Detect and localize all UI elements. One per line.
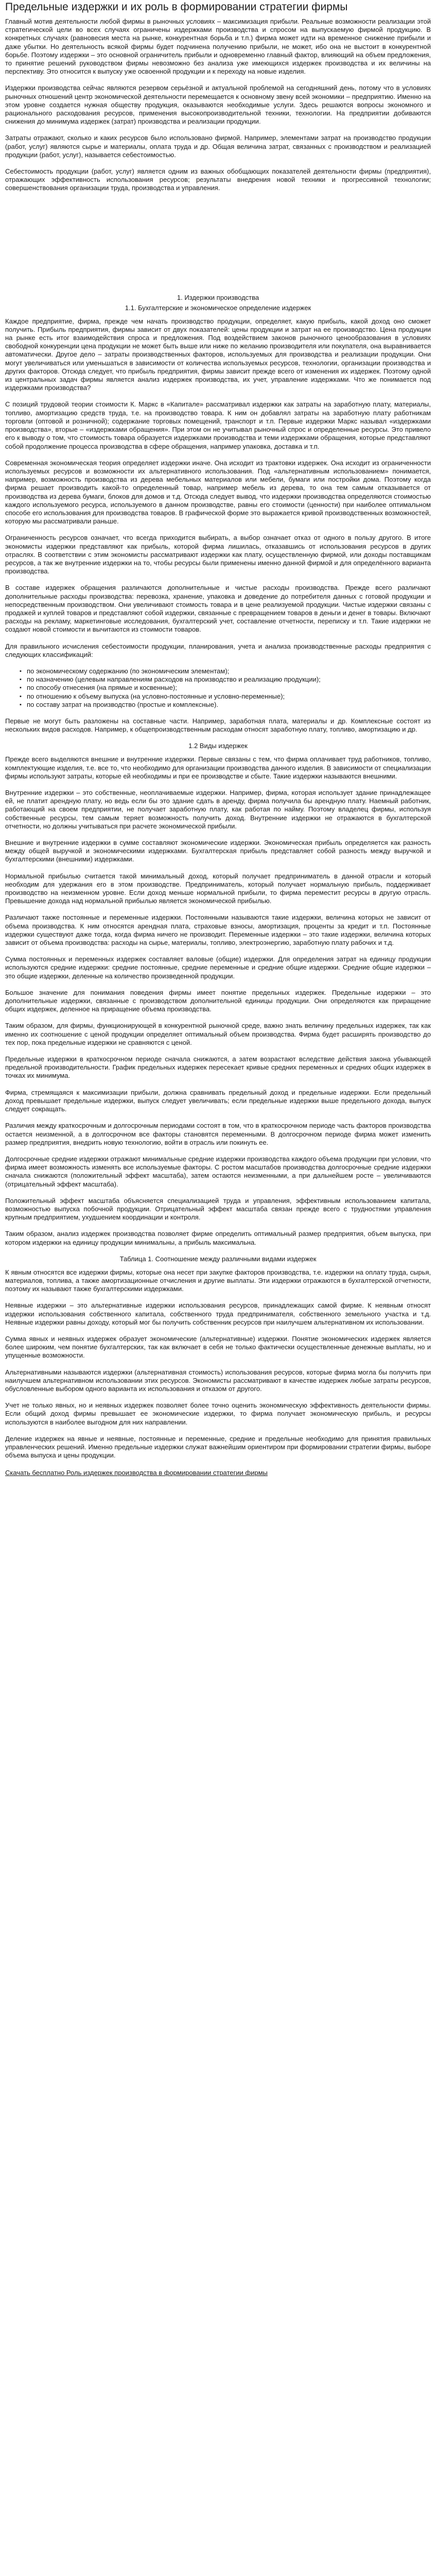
paragraph: Себестоимость продукции (работ, услуг) является одним из важных обобщающих показателей деятельности фирмы (предприятия), отражающих эффективность использования ресурсов; результаты внедрения новой техники и прогрессивной технологии; совершенствования организации труда, производства и управления. bbox=[5, 167, 431, 192]
paragraph: Первые не могут быть разложены на составные части. Например, заработная плата, материалы и др. Комплексные состоят из нескольких видов расходов. Например, к общепроизводственным расходам относят заработную плату, топливо, амортизацию и др. bbox=[5, 717, 431, 734]
classification-list bbox=[20, 667, 431, 709]
paragraph: Затраты отражают, сколько и каких ресурсов было использовано фирмой. Например, элементами затрат на производство продукции (работ, услуг) являются сырье и материалы, оплата труда и др. Общая величина затрат, связанных с производством и реализацией продукции (работ, услуг), называется себестоимостью. bbox=[5, 134, 431, 159]
list-item: ▪ по отношению к объему выпуска (на условно-постоянные и условно-переменные); bbox=[20, 692, 431, 701]
paragraph: Внутренние издержки – это собственные, неоплачиваемые издержки. Например, фирма, которая использует здание принадлежащее ей, не платит арендную плату, но ведь если бы это здание сдать в аренду, фирма получила бы арендную плату. Наемный работник, работающий на своем предприятии, не получает заработную плату, как работая по найму. Поэтому владелец фирмы, используя собственные ресурсы, тем самым теряет возможность получить доход. Внутренние издержки не отражаются в бухгалтерской отчетности, но должны учитываться при расчете экономической прибыли. bbox=[5, 789, 431, 830]
paragraph: Каждое предприятие, фирма, прежде чем начать производство продукции, определяет, какую прибыль, какой доход оно сможет получить. Прибыль предприятия, фирмы зависит от двух показателей: цены продукции и затрат на ее производство. Цена продукции на рынке есть итог взаимодействия спроса и предложения. Под воздействием законов рыночного ценообразования в условиях свободной конкуренции цена продукции не может быть выше или ниже по желанию производителя или покупателя, она выравнивается автоматически. Другое дело – затраты производственных факторов, используемых для производства и реализации продукции. Они могут увеличиваться или уменьшаться в зависимости от количества используемых ресурсов, технологии, организации производства и других факторов. Отсюда следует, что прибыль предприятия, фирмы зависит прежде всего от изменения их издержек. Поэтому одной из центральных задач фирмы является анализ издержек производства, их учет, управление издержками. Что же понимается под издержками производства? bbox=[5, 317, 431, 392]
paragraph: Внешние и внутренние издержки в сумме составляют экономические издержки. Экономическая прибыль определяется как разность между общей выручкой и экономическими издержками. Бухгалтерская прибыль представляет собой разность между выручкой и бухгалтерскими (внешними) издержками. bbox=[5, 839, 431, 863]
subsection-heading: 1.2 Виды издержек bbox=[188, 742, 248, 750]
download-footer bbox=[5, 1469, 431, 1477]
section-heading-block bbox=[5, 742, 431, 750]
paragraph: Таким образом, анализ издержек производства позволяет фирме определить оптимальный размер предприятия, объем выпуска, при котором издержки на единицу продукции минимальны, а прибыль максимальна. bbox=[5, 1230, 431, 1246]
section-1 bbox=[5, 317, 431, 659]
table-caption: Таблица 1. Соотношение между различными видами издержек bbox=[119, 1255, 317, 1263]
list-item: ▪ по составу затрат на производство (простые и комплексные). bbox=[20, 701, 431, 709]
paragraph: Нормальной прибылью считается такой минимальный доход, который получает предприниматель в данной отрасли и который необходим для удержания его в этом производстве. Предприниматель, который получает нормальную прибыль, поддерживает производство на неизменном уровне. Если доход меньше нормальной прибыли, то фирма переместит ресурсы в другую отрасль. Превышение дохода над нормальной прибылью является экономической прибылью. bbox=[5, 872, 431, 905]
paragraph: Таким образом, для фирмы, функционирующей в конкурентной рыночной среде, важно знать величину предельных издержек, так как именно их соотношение с ценой продукции определяет оптимальный объем производства. Фирма будет расширять производство до тех пор, пока предельные издержки не сравняются с ценой. bbox=[5, 1022, 431, 1046]
paragraph: Сумма явных и неявных издержек образует экономические (альтернативные) издержки. Понятие экономических издержек является более широким, чем понятие бухгалтерских, так как включает в себя не только фактически осуществленные денежные выплаты, но и упущенные возможности. bbox=[5, 1334, 431, 1360]
paragraph: Сумма постоянных и переменных издержек составляет валовые (общие) издержки. Для определения затрат на единицу продукции используются средние издержки: средние постоянные, средние переменные и средние общие издержки. Средние общие издержки – это общие издержки, деленные на количество произведенной продукции. bbox=[5, 955, 431, 980]
paragraph: Современная экономическая теория определяет издержки иначе. Она исходит из трактовки издержек. Она исходит из ограниченности используемых ресурсов и возможности их альтернативного использования. Под «альтернативным использованием» понимается, например, возможность производства из дерева мебельных материалов или мебели, бумаги или постройки дома. Поэтому когда фирма решает производить какой-то определенный товар, например мебель из дерева, то она тем самым отказывается от производства из дерева бумаги, блоков для домов и т.д. Отсюда следует вывод, что издержки производства определяются стоимостью каждого используемого ресурса, используемого в данном производстве, равны его стоимости (ценности) при наиболее оптимальном способе его использования для производства товаров. В графической форме это выражается кривой производственных возможностей, которую мы рассматривали раньше. bbox=[5, 459, 431, 526]
paragraph: Для правильного исчисления себестоимости продукции, планирования, учета и анализа производственные расходы предприятия с следующих классификаций: bbox=[5, 642, 431, 658]
paragraph: Неявные издержки – это альтернативные издержки использования ресурсов, принадлежащих самой фирме. К неявным относят издержки использования собственного капитала, собственного труда предпринимателя, собственного земельного участка и т.д. Неявные издержки равны доходу, который мог бы получить собственник ресурсов при наилучшем альтернативном их использовании. bbox=[5, 1301, 431, 1326]
paragraph: Альтернативными называются издержки (альтернативная стоимость) использования ресурсов, которые фирма могла бы получить при наилучшем альтернативном использовании этих ресурсов. Экономисты рассматривают в качестве издержек любые затраты ресурсов, обусловленные выбором одного варианта их использования и отказом от другого. bbox=[5, 1368, 431, 1393]
section-3 bbox=[5, 1268, 431, 1460]
list-item: ▪ по назначению (целевым направлениям расходов на производство и реализацию продукции); bbox=[20, 675, 431, 684]
list-item: ▪ по способу отнесения (на прямые и косвенные); bbox=[20, 684, 431, 692]
paragraph: Учет не только явных, но и неявных издержек позволяет более точно оценить экономическую эффективность деятельности фирмы. Если общий доход фирмы превышает ее экономические издержки, то фирма получает экономическую прибыль, и ресурсы используются в наиболее выгодном для них направлении. bbox=[5, 1401, 431, 1426]
paragraph: К явным относятся все издержки фирмы, которые она несет при закупке факторов производства, т.е. издержки на оплату труда, сырья, материалов, топлива, а также амортизационные отчисления и другие выплаты. Эти издержки отражаются в бухгалтерской отчетности, поэтому их называют также бухгалтерскими издержками. bbox=[5, 1268, 431, 1293]
paragraph: Деление издержек на явные и неявные, постоянные и переменные, средние и предельные необходимо для принятия правильных управленческих решений. Именно предельные издержки служат важнейшим ориентиром при формировании стратегии фирмы, выборе объема выпуска и цены продукции. bbox=[5, 1434, 431, 1460]
paragraph: С позиций трудовой теории стоимости К. Маркс в «Капитале» рассматривал издержки как затраты на заработную плату, материалы, топливо, амортизацию средств труда, т.е. на производство товара. К ним он добавлял затраты на заработную плату работникам торговли (оптовой и розничной); содержание торговых помещений, транспорт и т.п. Первые издержки Маркс называл «издержками производства», вторые – «издержками обращения». При этом он не учитывал рыночный спрос и определенные ресурсы. Это привело его к выводу о том, что стоимость товара образуется издержками производства и теми издержками обращения, которые представляют собой продолжение процесса производства в сфере обращения, например упаковка, доставка и т.п. bbox=[5, 400, 431, 450]
paragraph: Предельные издержки в краткосрочном периоде сначала снижаются, а затем возрастают вследствие действия закона убывающей предельной производительности. График предельных издержек пересекает кривые средних переменных и средних общих издержек в точках их минимума. bbox=[5, 1055, 431, 1080]
list-item: ▪ по экономическому содержанию (по экономическим элементам); bbox=[20, 667, 431, 675]
download-link[interactable]: Скачать бесплатно Роль издержек производства в формировании стратегии фирмы bbox=[5, 1469, 268, 1477]
paragraph: Издержки производства сейчас являются резервом серьёзной и актуальной проблемой на сегодняшний день, потому что в условиях рыночных отношений центр экономической деятельности перемещается к основному звену всей экономики – предприятию. Именно на этом уровне создается нужная обществу продукция, оказываются необходимые услуги. Здесь решаются вопросы экономного и рационального расходования ресурсов, применения высокопроизводительной техники, технологии. На предприятии добиваются снижения до минимума издержек (затрат) производства и реализации продукции. bbox=[5, 84, 431, 126]
document-title: Предельные издержки и их роль в формировании стратегии фирмы bbox=[5, 1, 348, 13]
document-page bbox=[0, 1, 436, 1484]
intro-section bbox=[5, 18, 431, 193]
section-heading-block bbox=[5, 294, 431, 312]
paragraph: Различают также постоянные и переменные издержки. Постоянными называются такие издержки, величина которых не зависит от объема производства. К ним относятся арендная плата, страховые взносы, амортизация, проценты за кредит и т.п. Постоянные издержки существуют даже тогда, когда фирма ничего не производит. Переменные издержки – это такие издержки, величина которых зависит от объема производства: расходы на сырье, материалы, топливо, электроэнергию, заработную плату рабочих и т.д. bbox=[5, 913, 431, 947]
paragraph: Ограниченность ресурсов означает, что всегда приходится выбирать, а выбор означает отказ от одного в пользу другого. В итоге экономисты издержки представляют как прибыль, которой фирма лишилась, отказавшись от использования ресурсов в других отраслях. В соответствии с этим экономисты рассматривают издержки как плату, осуществленную фирмой, или доходы поставщикам ресурсов, а так же внутренние издержки на то, чтобы ресурсы были применены именно данной фирмой и для определённого варианта производства. bbox=[5, 534, 431, 575]
paragraph: Большое значение для понимания поведения фирмы имеет понятие предельных издержек. Предельные издержки – это дополнительные издержки, связанные с производством дополнительной единицы продукции. Они определяются как приращение общих издержек, деленное на приращение объема производства. bbox=[5, 988, 431, 1013]
section-heading-block bbox=[5, 1255, 431, 1263]
paragraph: Долгосрочные средние издержки отражают минимальные средние издержки производства каждого объема продукции при условии, что фирма имеет возможность изменять все используемые факторы. С ростом масштабов производства долгосрочные средние издержки сначала снижаются (положительный эффект масштаба), затем остаются неизменными, а при дальнейшем росте – увеличиваются (отрицательный эффект масштаба). bbox=[5, 1155, 431, 1188]
paragraph: Главный мотив деятельности любой фирмы в рыночных условиях – максимизация прибыли. Реальные возможности реализации этой стратегической цели во всех случаях ограничены издержками производства и спросом на выпускаемую фирмой продукцию. В конкретных случаях (равновесия места на рынке, конкурентная борьба и т.п.) фирма может идти на временное снижение прибыли и даже убытки. Но деятельность всякой фирмы будет подчинена получению прибыли, не может, ибо она не выстоит в конкурентной борьбе. Поэтому издержки – это основной ограничитель прибыли и одновременно главный фактор, влияющий на объем предложения, то принятие решений руководством фирмы невозможно без анализа уже имеющихся издержек производства и их величины на перспективу. Это относится к выпуску уже освоенной продукции и к переходу на новые изделия. bbox=[5, 18, 431, 76]
subsection-heading: 1.1. Бухгалтерские и экономическое определение издержек bbox=[125, 303, 311, 312]
paragraph: Различия между краткосрочным и долгосрочным периодами состоят в том, что в краткосрочном периоде часть факторов производства остается неизменной, а в долгосрочном все факторы становятся переменными. В долгосрочном периоде фирма может изменить размер предприятия, внедрить новую технологию, войти в отрасль или покинуть ее. bbox=[5, 1122, 431, 1146]
section-2 bbox=[5, 755, 431, 1246]
paragraph: Прежде всего выделяются внешние и внутренние издержки. Первые связаны с тем, что фирма оплачивает труд работников, топливо, комплектующие изделия, т.е. все то, что необходимо для организации производства данного изделия. В зависимости от специализации фирмы используют затраты, которые ей необходимы и при ее производстве и сбыте. Такие издержки называются внешними. bbox=[5, 755, 431, 780]
section-heading: 1. Издержки производства bbox=[177, 293, 259, 301]
paragraph: Фирма, стремящаяся к максимизации прибыли, должна сравнивать предельный доход и предельные издержки. Если предельный доход превышает предельные издержки, выпуск следует увеличивать; если предельные издержки выше предельного дохода, выпуск следует сокращать. bbox=[5, 1088, 431, 1113]
paragraph: Положительный эффект масштаба объясняется специализацией труда и управления, эффективным использованием капитала, возможностью выпуска побочной продукции. Отрицательный эффект масштаба связан прежде всего с трудностями управления крупным предприятием, ухудшением координации и контроля. bbox=[5, 1196, 431, 1222]
paragraph: В составе издержек обращения различаются дополнительные и чистые расходы производства. Прежде всего различают дополнительные расходы производства: перевозка, хранение, упаковка и доведение до потребителя данных с готовой продукции и непосредственным производством. Они увеличивают стоимость товара и в цене реализуемой продукции. Чистые издержки связаны с продажей и куплей товаров и представляют собой издержки, связанные с превращением товаров в деньги и денег в товары. Включают расходы на рекламу, маркетинговые исследования, бухгалтерский учет, составление отчетности, переписку и т.п. Такие издержки не создают новой стоимости и вычитаются из стоимости товаров. bbox=[5, 584, 431, 634]
spacer bbox=[5, 201, 431, 294]
